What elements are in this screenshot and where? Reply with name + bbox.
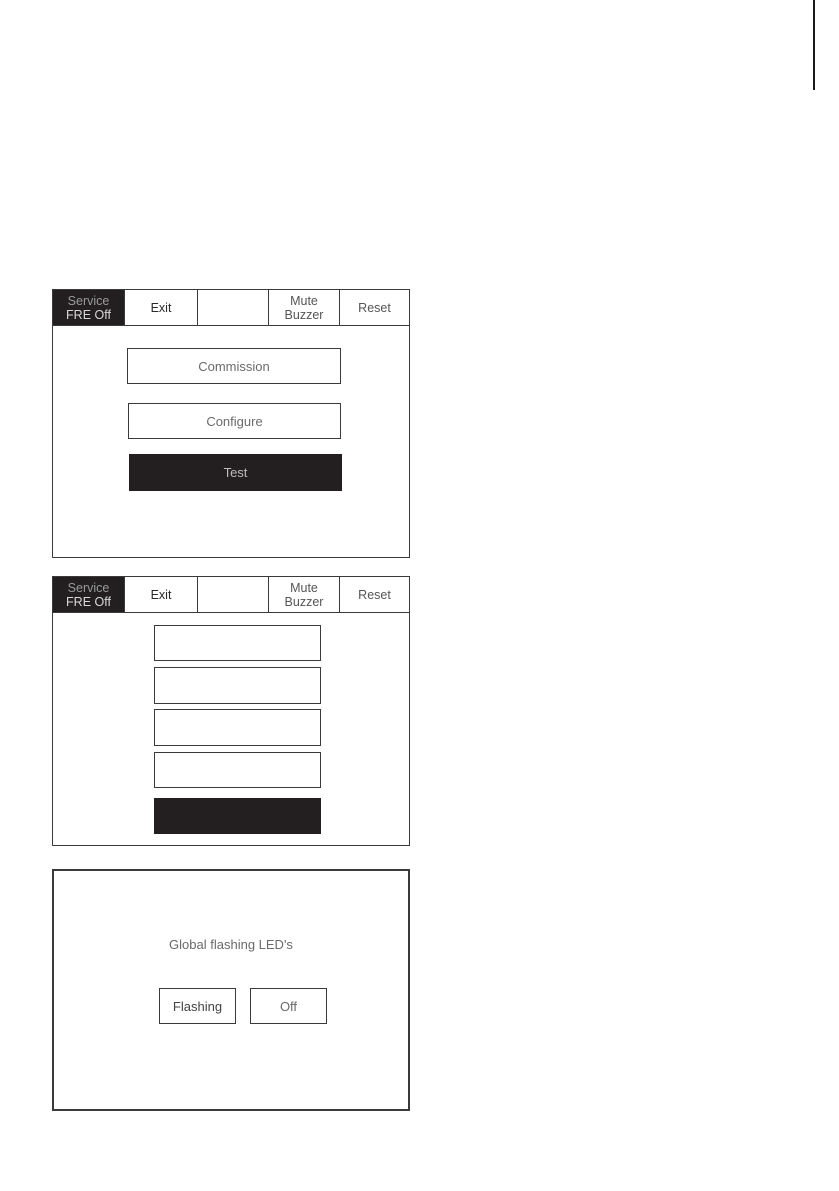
- service-label: Service: [67, 293, 110, 308]
- top-toolbar: [53, 290, 409, 326]
- mute-label: Mute: [290, 580, 318, 595]
- service-fre-off-button[interactable]: [53, 577, 125, 612]
- blank-toolbar-button[interactable]: [198, 290, 269, 325]
- service-menu-screen: [52, 289, 410, 558]
- reset-button[interactable]: Reset: [358, 587, 391, 602]
- off-option-button[interactable]: Off: [250, 988, 327, 1024]
- service-label: Service: [67, 580, 110, 595]
- flashing-option-button[interactable]: Flashing: [159, 988, 236, 1024]
- global-flashing-leds-dialog: [52, 869, 410, 1111]
- fre-off-label: FRE Off: [66, 594, 111, 609]
- test-button[interactable]: Test: [129, 454, 342, 491]
- submenu-option-4[interactable]: [154, 752, 321, 788]
- commission-button[interactable]: Commission: [127, 348, 341, 384]
- buzzer-label: Buzzer: [284, 594, 324, 609]
- blank-toolbar-button[interactable]: [198, 577, 269, 612]
- exit-button[interactable]: Exit: [125, 577, 198, 612]
- buzzer-label: Buzzer: [284, 307, 324, 322]
- test-submenu-screen: [52, 576, 410, 846]
- submenu-option-5-selected[interactable]: [154, 798, 321, 834]
- configure-button[interactable]: Configure: [128, 403, 341, 439]
- mute-label: Mute: [290, 293, 318, 308]
- submenu-option-3[interactable]: [154, 709, 321, 746]
- mute-buzzer-button[interactable]: [269, 290, 340, 325]
- service-fre-off-button[interactable]: [53, 290, 125, 325]
- submenu-option-1[interactable]: [154, 625, 321, 661]
- mute-buzzer-button[interactable]: [269, 577, 340, 612]
- top-toolbar: [53, 577, 409, 613]
- fre-off-label: FRE Off: [66, 307, 111, 322]
- page-edge-line: [813, 0, 815, 90]
- reset-button[interactable]: Reset: [358, 300, 391, 315]
- exit-button[interactable]: Exit: [125, 290, 198, 325]
- dialog-title: Global flashing LED's: [169, 937, 293, 952]
- submenu-option-2[interactable]: [154, 667, 321, 704]
